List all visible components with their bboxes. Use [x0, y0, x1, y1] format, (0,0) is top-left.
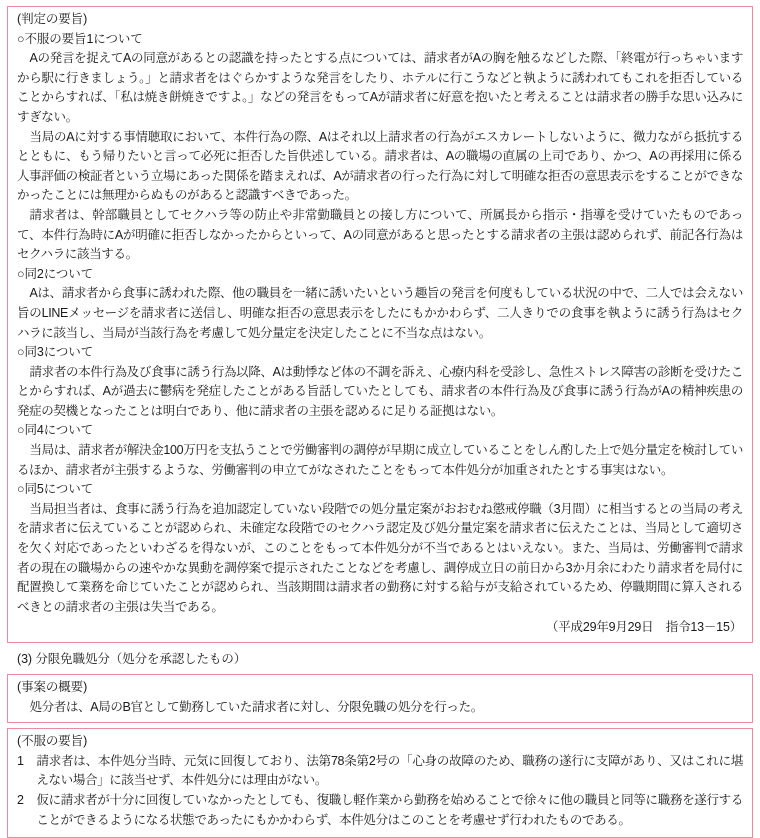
objection-summary-box: [7, 728, 753, 838]
decision-box-title: (判定の要旨): [17, 12, 88, 26]
decision-item-heading-1: ○不服の要旨1について: [17, 31, 143, 46]
decision-reference-line: （平成29年9月29日 指令13－15）: [545, 620, 742, 635]
objection-item-number: 2: [17, 792, 24, 807]
decision-item-paragraph: 当局は、請求者が解決金100万円を支払うことで労働審判の調停が早期に成立していることをしん酌した上で処分量定を検討しているほか、請求者が主張するような、労働審判の申立てがなされたことをもって本件処分が加重されたとする事実はない。: [17, 443, 743, 477]
decision-summary-box: [7, 6, 753, 643]
objection-list-item: [17, 791, 743, 830]
case-summary-box: [7, 674, 753, 723]
objection-item-text: 請求者は、本件処分当時、元気に回復しており、法第78条第2号の「心身の故障のため、職務の遂行に支障があり、又はこれに堪えない場合」に該当せず、本件処分には理由がない。: [36, 753, 743, 788]
decision-item-paragraph: 当局担当者は、食事に誘う行為を追加認定していない段階での処分量定案がおおむね懲戒停職（3月間）に相当するとの当局の考えを請求者に伝えていることが認められ、未確定な段階でのセクハラ認定及び処分量定案を請求者に伝えたことは、当局として適切さを欠く対応であったといわざるを得ないが、このことをもって本件処分が不当であるとはいえない。また、当局は、労働審判で請求者の現在の職場からの速やかな異動を調停案で提示されたことなどを考慮し、調停成立日の前日から3か月余にわたり請求者を局付に配置換して業務を命じていたことが認められ、当該期間は請求者の勤務に対する給与が支給されているため、停職期間に算入されるべきとの請求者の主張は失当である。: [17, 501, 743, 614]
summary-paragraph: 処分者は、A局のB官として勤務していた請求者に対し、分限免職の処分を行った。: [29, 699, 483, 714]
decision-item-paragraph: Aの発言を捉えてAの同意があるとの認識を持ったとする点については、請求者がAの胸を触るなどした際、「終電が行っちゃいますから駅に行きましょう。」と請求者をはぐらかすような発言をしたり、ホテルに行こうなどと執ように誘われてもこれを拒否していることからすれば、「私は焼き餅焼きですよ。」などの発言をもってAが請求者に好意を抱いたと考えることは請求者の勝手な思い込みにすぎない。: [17, 51, 743, 124]
objection-item-number: 1: [17, 753, 24, 768]
decision-item-heading-3: ○同3について: [17, 345, 94, 360]
decision-item-heading-4: ○同4について: [17, 423, 94, 438]
decision-item-paragraph: 請求者は、幹部職員としてセクハラ等の防止や非常勤職員との接し方について、所属長から指示・指導を受けていたものであって、本件行為時にAが明確に拒否しなかったからといって、Aの同意があると思ったとする請求者の主張は認められず、前記各行為はセクハラに該当する。: [17, 207, 743, 262]
objection-list: [17, 752, 743, 830]
section-heading-3: (3) 分限免職処分（処分を承認したもの）: [17, 652, 247, 666]
objection-item-text: 仮に請求者が十分に回復していなかったとしても、復職し軽作業から勤務を始めることで徐々に他の職員と同等に職務を遂行することができるようになる状態であったにもかかわらず、本件処分はこのことを考慮せず行われたものである。: [36, 792, 743, 827]
objection-list-item: [17, 752, 743, 791]
decision-item-heading-5: ○同5について: [17, 482, 94, 497]
objection-box-title: (不服の要旨): [17, 734, 88, 749]
decision-item-paragraph: 当局のAに対する事情聴取において、本件行為の際、Aはそれ以上請求者の行為がエスカレートしないように、微力ながら抵抗するとともに、もう帰りたいと言って必死に拒否した旨供述している。請求者は、Aの職場の直属の上司であり、かつ、Aの再採用に係る人事評価の検証者という立場にあった関係を踏まえれば、Aが請求者の行った行為に対して明確な拒否の意思表示をすることができなかったことには無理からぬものがあると認識すべきであった。: [17, 129, 743, 203]
decision-item-heading-2: ○同2について: [17, 266, 94, 281]
decision-item-paragraph: 請求者の本件行為及び食事に誘う行為以降、Aは動悸など体の不調を訴え、心療内科を受診し、急性ストレス障害の診断を受けたことからすれば、Aが過去に鬱病を発症したことがある旨話していたとしても、請求者の本件行為及び食事に誘う行為がAの精神疾患の発症の契機となったことは明白であり、他に請求者の主張を認めるに足りる証拠はない。: [17, 364, 743, 418]
summary-box-title: (事案の概要): [17, 680, 88, 694]
decision-item-paragraph: Aは、請求者から食事に誘われた際、他の職員を一緒に誘いたいという趣旨の発言を何度もしている状況の中で、二人では会えない旨のLINEメッセージを請求者に送信し、明確な拒否の意思表示をしたにもかかわらず、二人きりでの食事を執ように誘う行為はセクハラに該当し、当局が当該行為を考慮して処分量定を決定したことに不当な点はない。: [17, 286, 743, 340]
